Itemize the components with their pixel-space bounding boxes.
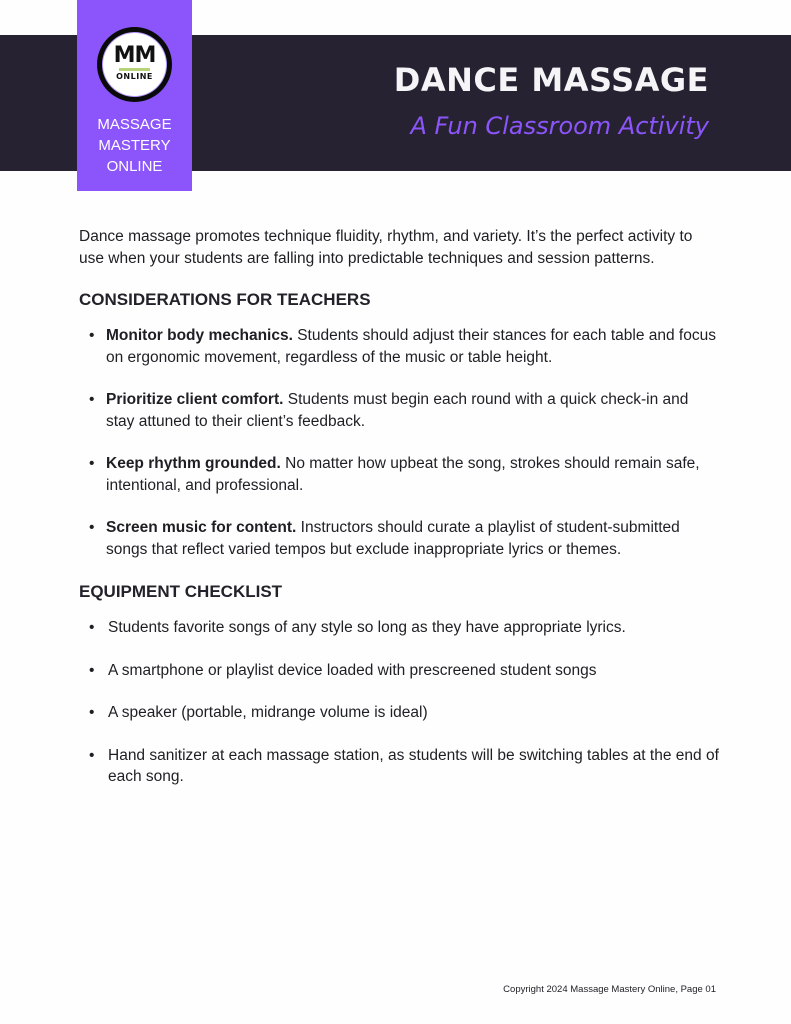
list-item	[79, 617, 719, 639]
page-subtitle: A Fun Classroom Activity	[410, 112, 709, 140]
item-text: Students must begin each round with a quick check-in and stay attuned to their client’s feedback.	[106, 391, 689, 430]
logo-panel	[77, 0, 192, 191]
item-lead: Screen music for content.	[106, 519, 297, 536]
considerations-list	[79, 325, 719, 560]
item-lead: Prioritize client comfort.	[106, 391, 284, 408]
equipment-list	[79, 617, 719, 788]
page-footer: Copyright 2024 Massage Mastery Online, Page 01	[503, 984, 716, 995]
item-text: Hand sanitizer at each massage station, as students will be switching tables at the end of each song.	[108, 746, 719, 785]
intro-paragraph: Dance massage promotes technique fluidity, rhythm, and variety. It’s the perfect activity to use when your students are falling into predictable techniques and session patterns.	[79, 228, 693, 267]
equipment-heading: EQUIPMENT CHECKLIST	[79, 582, 283, 601]
list-item	[79, 453, 719, 496]
bullet-icon: •	[89, 327, 95, 344]
list-item	[79, 389, 719, 432]
logo-online-text: ONLINE	[116, 72, 153, 81]
logo-underline	[119, 68, 150, 71]
item-lead: Monitor body mechanics.	[106, 327, 293, 344]
list-item	[79, 660, 719, 682]
item-text: Students should adjust their stances for each table and focus on ergonomic movement, regardless of the music or table height.	[106, 327, 716, 366]
item-lead: Keep rhythm grounded.	[106, 455, 281, 472]
bullet-icon: •	[89, 455, 95, 472]
item-text: Students favorite songs of any style so long as they have appropriate lyrics.	[108, 619, 626, 636]
item-text: A speaker (portable, midrange volume is ideal)	[108, 704, 428, 721]
item-text: A smartphone or playlist device loaded with prescreened student songs	[108, 661, 597, 679]
page-title: DANCE MASSAGE	[393, 61, 709, 99]
list-item	[79, 325, 719, 368]
brand-line: MASSAGE	[97, 116, 172, 133]
logo-seal	[97, 27, 172, 102]
brand-name	[77, 114, 192, 177]
list-item	[79, 745, 719, 788]
item-text: Instructors should curate a playlist of student-submitted songs that reflect varied tempos but exclude inappropriate lyrics or themes.	[106, 519, 680, 558]
bullet-icon: •	[89, 619, 95, 636]
considerations-heading: CONSIDERATIONS FOR TEACHERS	[79, 290, 371, 309]
logo-mm-text: MM	[113, 43, 156, 68]
list-item	[79, 702, 719, 724]
bullet-icon: •	[89, 661, 95, 679]
brand-line: MASTERY	[98, 137, 171, 154]
logo-seal-inner	[103, 33, 166, 96]
item-text: No matter how upbeat the song, strokes should remain safe, intentional, and professional.	[106, 455, 700, 494]
brand-line: ONLINE	[106, 158, 163, 175]
bullet-icon: •	[89, 519, 95, 536]
bullet-icon: •	[89, 746, 95, 764]
bullet-icon: •	[89, 704, 95, 721]
list-item	[79, 517, 719, 560]
document-body	[79, 226, 719, 809]
bullet-icon: •	[89, 391, 95, 408]
